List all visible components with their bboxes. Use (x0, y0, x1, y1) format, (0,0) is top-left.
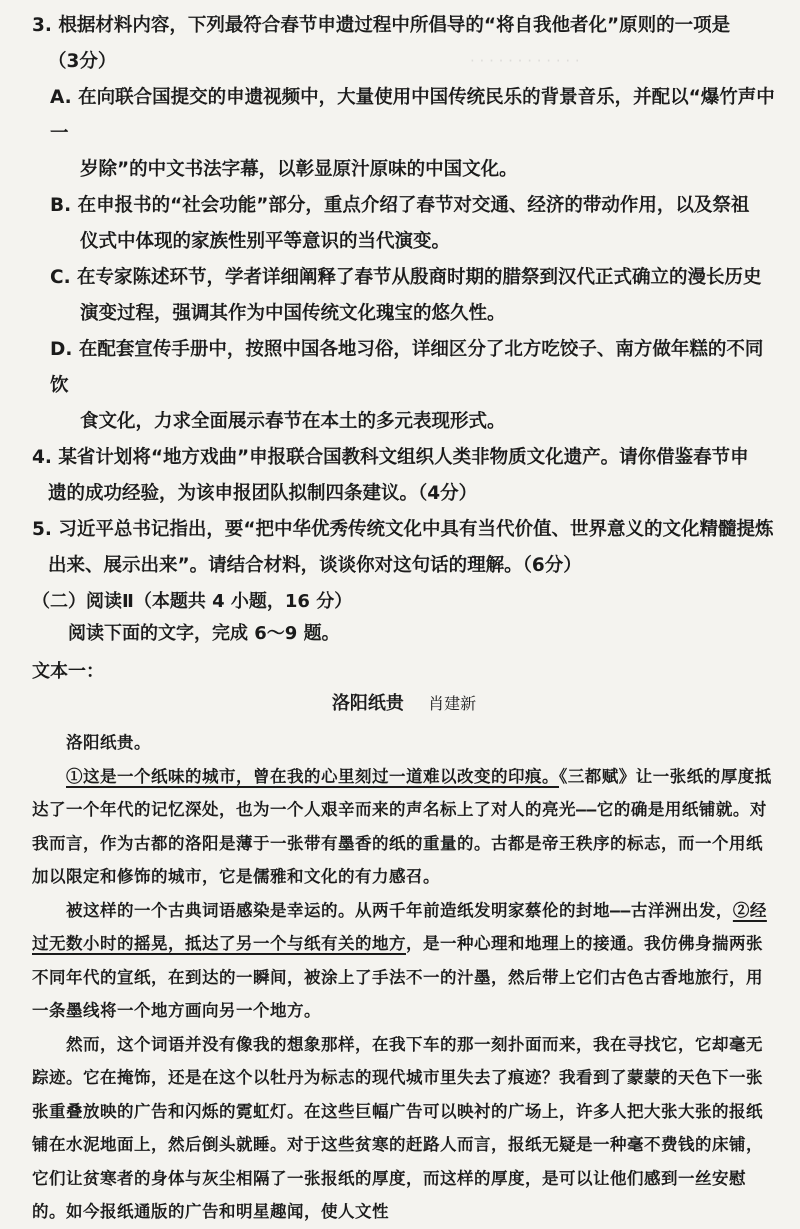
text-label: 文本一： (32, 661, 104, 682)
question-3-stem: 3. 根据材料内容，下列最符合春节申遗过程中所倡导的“将自我他者化”原则的一项是 (32, 15, 731, 36)
bleed-through-text: · · · · · · · · · · · · (470, 52, 580, 70)
option-a-line1: A. 在向联合国提交的申遗视频中，大量使用中国传统民乐的背景音乐，并配以“爆竹声中一 (50, 87, 775, 144)
paragraph-2-rest: ，是一种心理和地理上的接通。我仿佛身揣两张不同年代的宣纸，在到达的一瞬间，被涂上了手法不一的汁墨，然后带上它们古色古香地旅行，用一条墨线将一个地方画向另一个地方。 (32, 934, 763, 1020)
paragraph-3: 然而，这个词语并没有像我的想象那样，在我下车的那一刻扑面而来，我在寻找它，它却毫无踪迹。它在掩饰，还是在这个以牡丹为标志的现代城市里失去了痕迹？我看到了蒙蒙的天色下一张张重叠放映的广告和闪烁的霓虹灯。在这些巨幅广告可以映衬的广场上，许多人把大张大张的报纸铺在水泥地面上，然后倒头就睡。对于这些贫寒的赶路人而言，报纸无疑是一种毫不费钱的床铺，它们让贫寒者的身体与灰尘相隔了一张报纸的厚度，而这样的厚度，是可以让他们感到一丝安慰的。如今报纸通版的广告和明星趣闻，使人文性 (32, 1034, 763, 1221)
question-4-line2: 遗的成功经验，为该申报团队拟制四条建议。（4分） (48, 483, 478, 504)
section-heading: （二）阅读Ⅱ（本题共 4 小题，16 分） (32, 591, 353, 612)
question-5 (32, 512, 776, 584)
option-d (32, 332, 776, 440)
paragraph-2-pre: 被这样的一个古典词语感染是幸运的。从两千年前造纸发明家蔡伦的封地——古洋洲出发， (66, 900, 733, 920)
option-a (32, 80, 776, 188)
underlined-sentence-2: ②经过无数小时的摇晃，抵达了另一个与纸有关的地方 (32, 900, 767, 953)
paragraph-1 (32, 760, 776, 894)
paragraph-1-rest: 《三都赋》让一张纸的厚度抵达了一个年代的记忆深处，也为一个人艰辛而来的声名标上了对人的亮光——它的确是用纸铺就。对我而言，作为古都的洛阳是薄于一张带有墨香的纸的重量的。古都是帝王秩序的标志，而一个用纸加以限定和修饰的城市，它是儒雅和文化的有力感召。 (32, 766, 772, 886)
paragraph-0: 洛阳纸贵。 (66, 733, 151, 752)
question-4 (32, 440, 776, 512)
option-d-line2: 食文化，力求全面展示春节在本土的多元表现形式。 (80, 411, 506, 432)
option-b (32, 188, 776, 260)
question-5-line2: 出来、展示出来”。请结合材料，谈谈你对这句话的理解。（6分） (48, 555, 582, 576)
option-a-line2: 岁除”的中文书法字幕，以彰显原汁原味的中国文化。 (80, 159, 518, 180)
option-c (32, 260, 776, 332)
option-d-line1: D. 在配套宣传手册中，按照中国各地习俗，详细区分了北方吃饺子、南方做年糕的不同饮 (50, 339, 764, 396)
article-title: 洛阳纸贵 (331, 693, 404, 714)
option-b-line2: 仪式中体现的家族性别平等意识的当代演变。 (80, 231, 451, 252)
option-c-line2: 演变过程，强调其作为中国传统文化瑰宝的悠久性。 (80, 303, 506, 324)
underlined-sentence-1: ①这是一个纸味的城市，曾在我的心里刻过一道难以改变的印痕。 (66, 766, 559, 786)
article-author: 肖建新 (428, 694, 477, 713)
article-title-line (32, 688, 776, 720)
question-3 (32, 8, 776, 440)
option-c-line1: C. 在专家陈述环节，学者详细阐释了春节从殷商时期的腊祭到汉代正式确立的漫长历史 (50, 267, 762, 288)
paragraph-2 (32, 894, 776, 1028)
option-b-line1: B. 在申报书的“社会功能”部分，重点介绍了春节对交通、经济的带动作用，以及祭祖 (50, 195, 750, 216)
question-5-line1: 5. 习近平总书记指出，要“把中华优秀传统文化中具有当代价值、世界意义的文化精髓提炼 (32, 519, 774, 540)
section-instruction: 阅读下面的文字，完成 6～9 题。 (68, 623, 340, 644)
question-4-line1: 4. 某省计划将“地方戏曲”申报联合国教科文组织人类非物质文化遗产。请你借鉴春节申 (32, 447, 749, 468)
question-3-score: （3分） (48, 51, 117, 72)
